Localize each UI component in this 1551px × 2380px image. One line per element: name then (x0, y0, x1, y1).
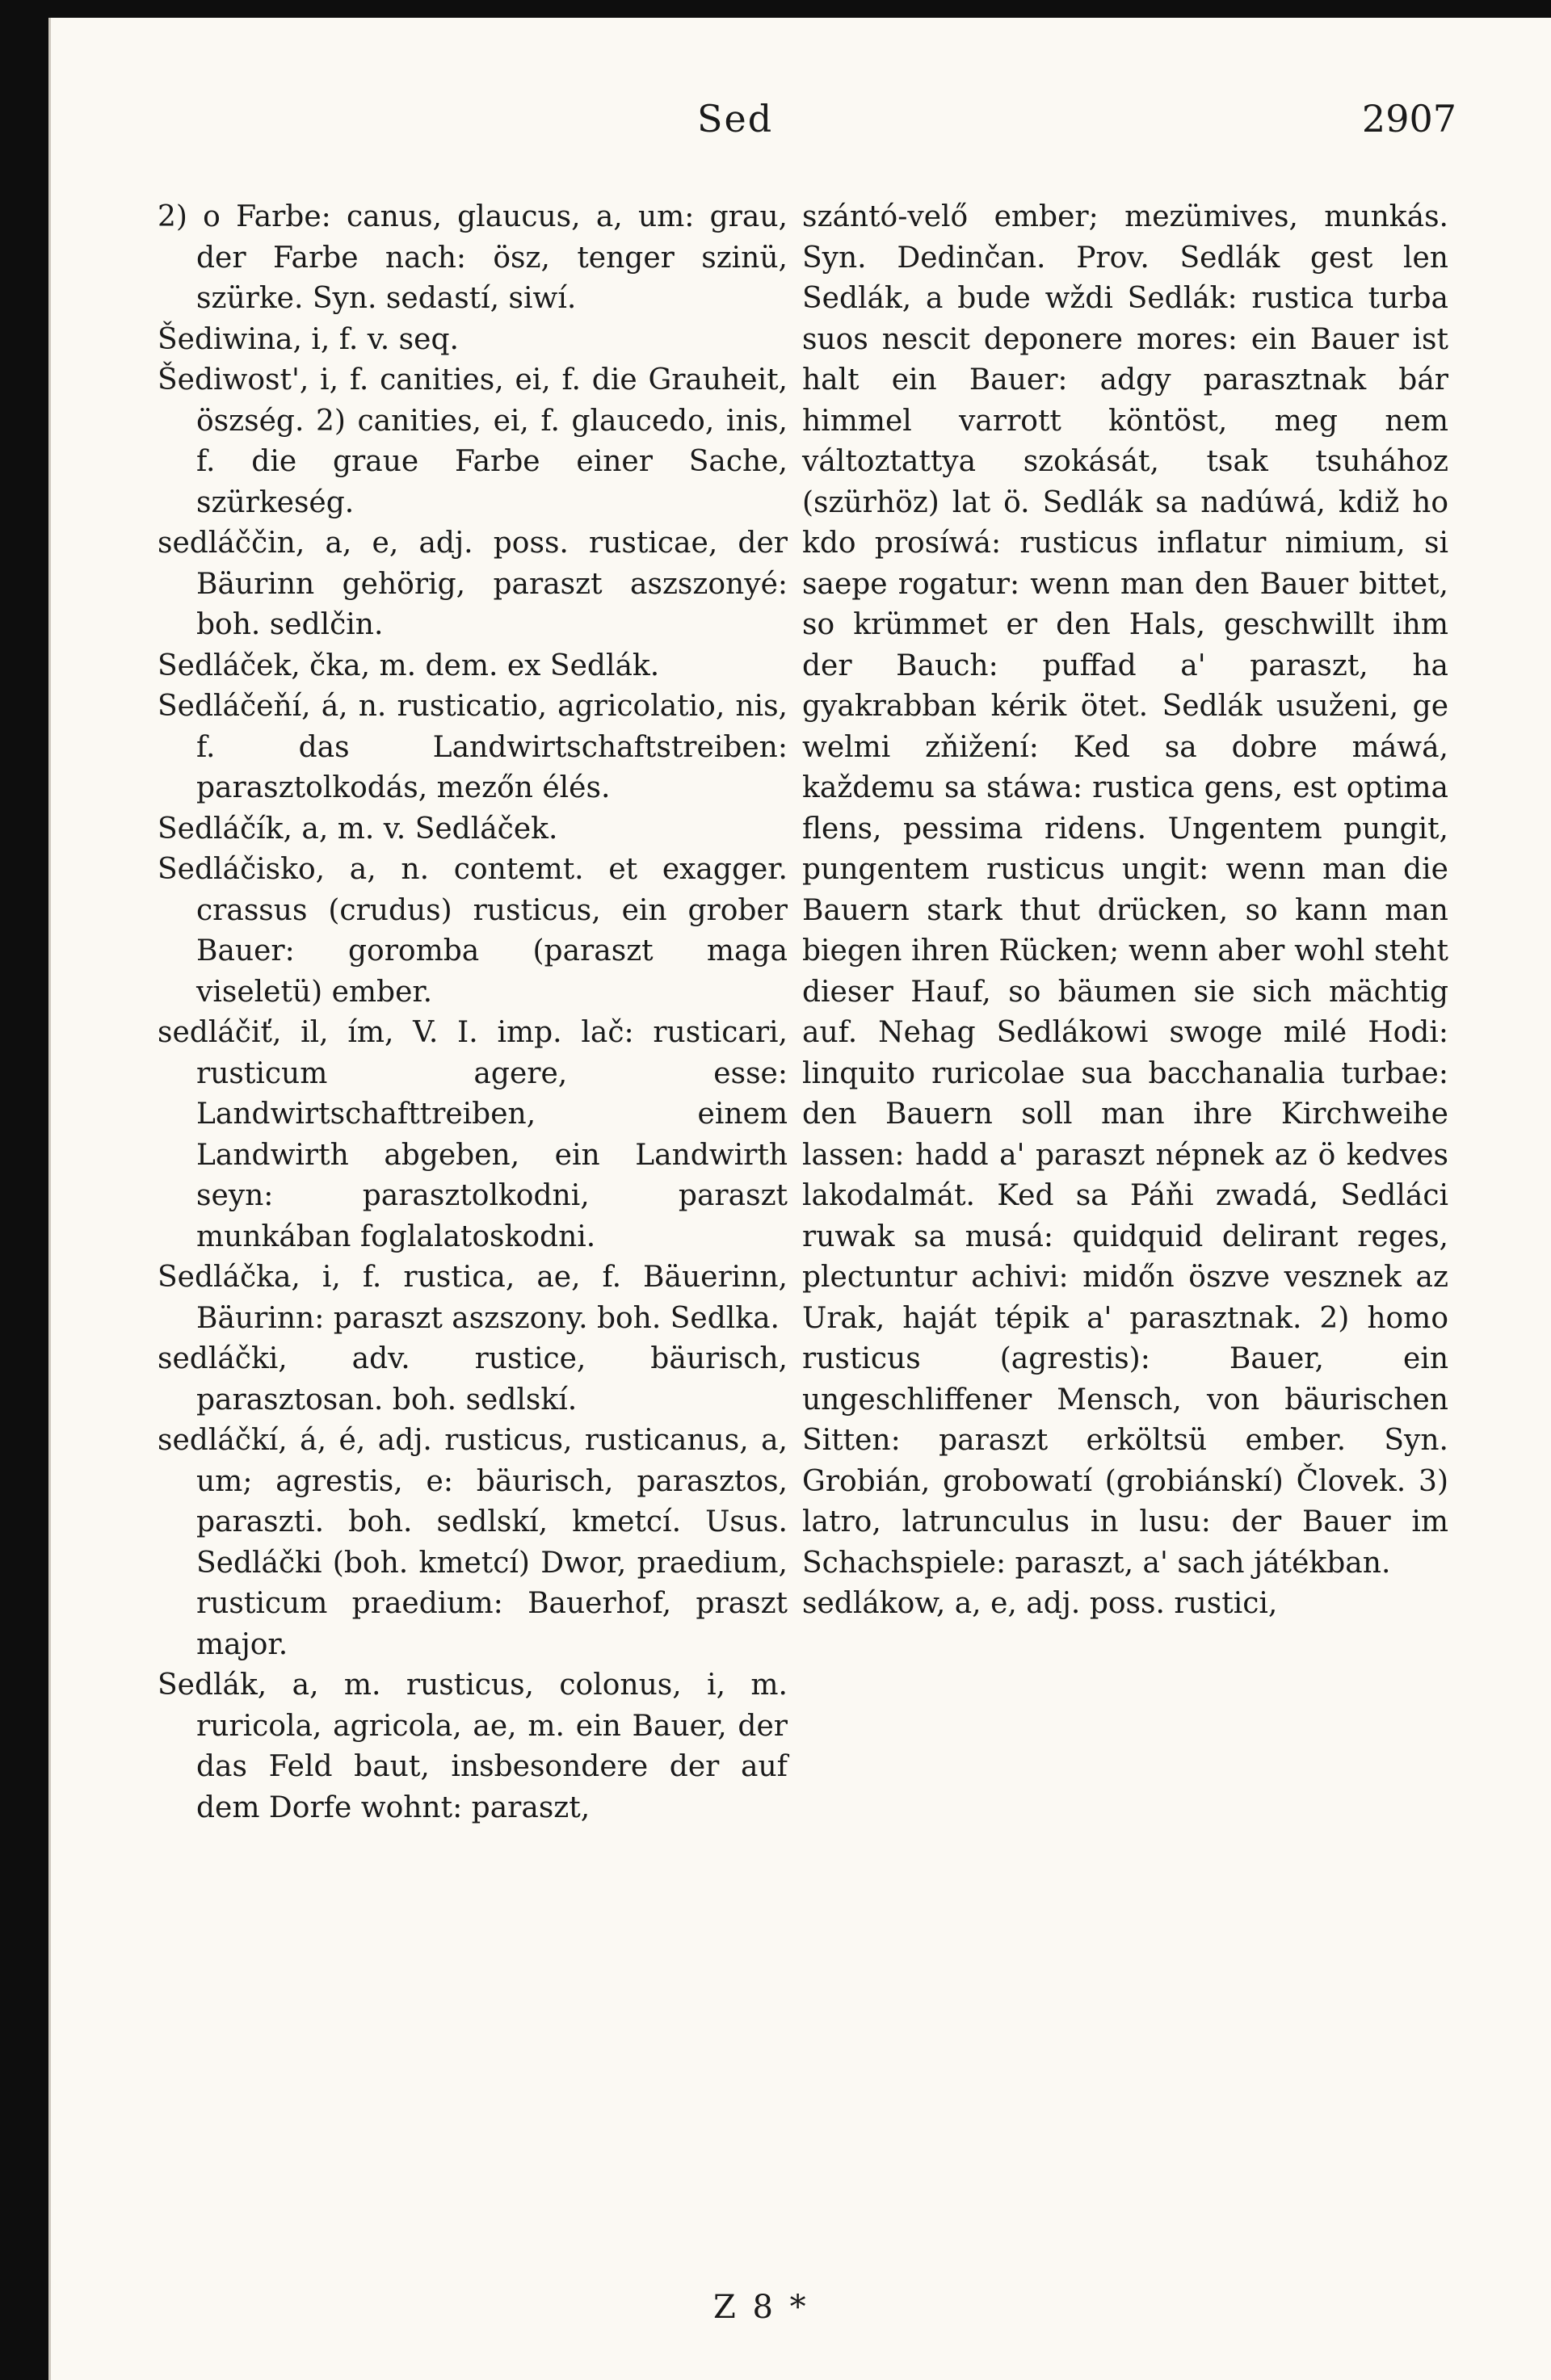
dictionary-entry: Sedláček, čka, m. dem. ex Sedlák. (158, 649, 660, 682)
dictionary-entry: Sedláčík, a, m. v. Sedláček. (158, 812, 558, 846)
dictionary-entry: Sedláčeňí, á, n. rusticatio, agricolatio, nis, f. das Landwirtschaftstreiben: parasztolkodás, mezőn élés. (158, 690, 788, 804)
running-head (51, 97, 1551, 153)
page-number: 2907 (1361, 97, 1456, 141)
dictionary-entry: sedláčki, adv. rustice, bäurisch, parasztosan. boh. sedlskí. (158, 1342, 788, 1417)
head-word: Sed (697, 97, 774, 141)
signature-mark: Z 8 * (713, 2289, 809, 2326)
dictionary-entry: sedláččin, a, e, adj. poss. rusticae, der Bäurinn gehörig, paraszt aszszonyé: boh. sedlčin. (158, 527, 788, 641)
right-column (802, 197, 1448, 1625)
dictionary-entry: sedlákow, a, e, adj. poss. rustici, (802, 1587, 1278, 1620)
dictionary-entry: Sedlák, a, m. rusticus, colonus, i, m. ruricola, agricola, ae, m. ein Bauer, der das Feld baut, insbesondere der auf dem Dorfe wohnt: paraszt, (158, 1669, 788, 1824)
dictionary-page (48, 18, 1551, 2380)
dictionary-entry: Šediwost', i, f. canities, ei, f. die Grauheit, öszség. 2) canities, ei, f. glaucedo, inis, f. die graue Farbe einer Sache, szürkeség. (158, 363, 788, 519)
dictionary-entry: Šediwina, i, f. v. seq. (158, 322, 459, 356)
dictionary-entry: sedláčkí, á, é, adj. rusticus, rusticanus, a, um; agrestis, e: bäurisch, parasztos, paraszti. boh. sedlskí, kmetcí. Usus. Sedláčki (boh. kmetcí) Dwor, praedium, rusticum praedium: Bauerhof, praszt major. (158, 1424, 788, 1661)
dictionary-entry: sedláčiť, il, ím, V. I. imp. lač: rusticari, rusticum agere, esse: Landwirtschafttreiben, einem Landwirth abgeben, ein Landwirth seyn: parasztolkodni, paraszt munkában foglalatoskodni. (158, 1016, 788, 1253)
left-column (158, 197, 788, 1828)
dictionary-entry: 2) o Farbe: canus, glaucus, a, um: grau, der Farbe nach: ösz, tenger szinü, szürke. Syn. sedastí, siwí. (158, 200, 788, 315)
entry-continuation: szántó-velő ember; mezümives, munkás. Syn. Dedinčan. Prov. Sedlák gest len Sedlák, a bude wždi Sedlák: rustica turba suos nescit deponere mores: ein Bauer ist halt ein Bauer: adgy parasztnak bár himmel varrott köntöst, meg nem változtattya szokását, tsak tsuhához (szürhöz) lat ö. Sedlák sa nadúwá, kdiž ho kdo prosíwá: rusticus inflatur nimium, si saepe rogatur: wenn man den Bauer bittet, so krümmet er den Hals, geschwillt ihm der Bauch: puffad a' paraszt, ha gyakrabban kérik ötet. Sedlák usuženi, ge welmi zňižení: Ked sa dobre máwá, každemu sa stáwa: rustica gens, est optima flens, pessima ridens. Ungentem pungit, pungentem rusticus ungit: wenn man die Bauern stark thut drücken, so kann man biegen ihren Rücken; wenn aber wohl steht dieser Hauf, so bäumen sie sich mächtig auf. Nehag Sedlákowi swoge milé Hodi: linquito ruricolae sua bacchanalia turbae: den Bauern soll man ihre Kirchweihe lassen: hadd a' paraszt népnek az ö kedves lakodalmát. Ked sa Páňi zwadá, Sedláci ruwak sa musá: quidquid delirant reges, plectuntur achivi: midőn öszve vesznek az Urak, haját tépik a' parasztnak. 2) homo rusticus (agrestis): Bauer, ein ungeschliffener Mensch, von bäurischen Sitten: paraszt erköltsü ember. Syn. Grobián, grobowatí (grobiánskí) Človek. 3) latro, latrunculus in lusu: der Bauer im Schachspiele: paraszt, a' sach játékban. (802, 200, 1448, 1580)
dictionary-entry: Sedláčka, i, f. rustica, ae, f. Bäuerinn, Bäurinn: paraszt aszszony. boh. Sedlka. (158, 1261, 788, 1335)
dictionary-entry: Sedláčisko, a, n. contemt. et exagger. crassus (crudus) rusticus, ein grober Bauer: goromba (paraszt maga viseletü) ember. (158, 853, 788, 1009)
